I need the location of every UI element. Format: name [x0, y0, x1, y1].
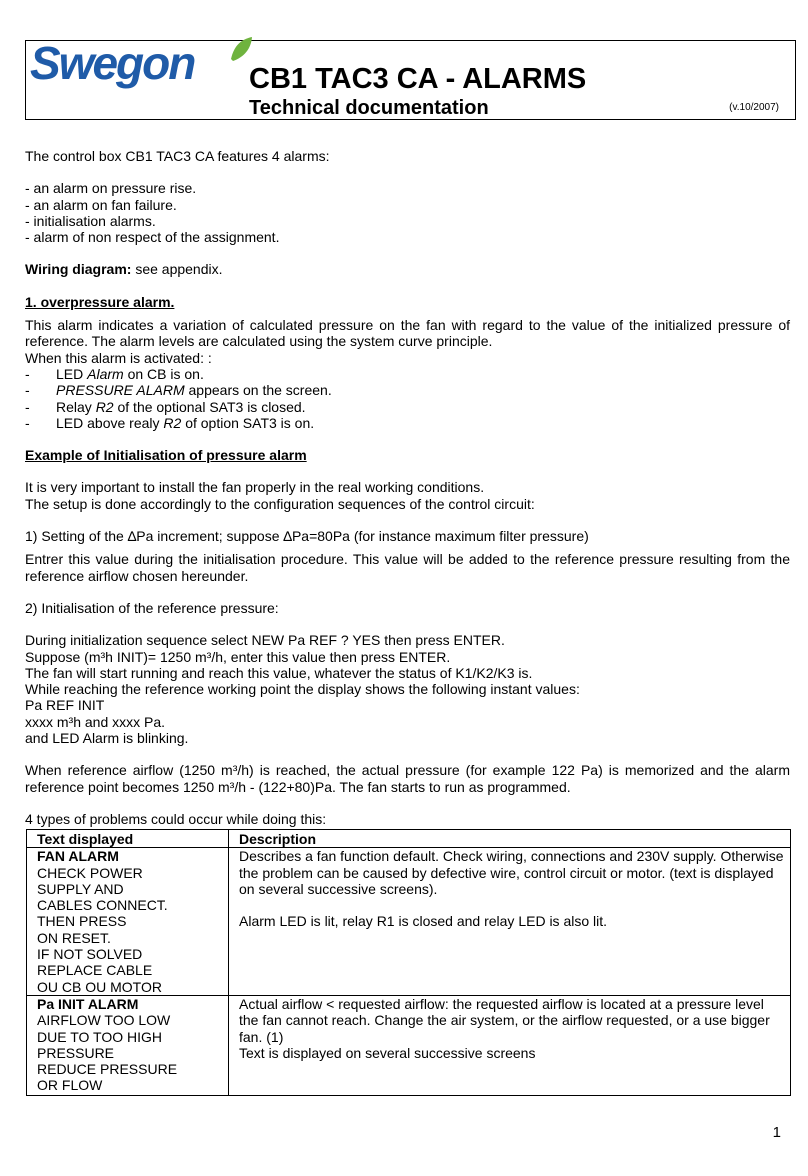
procedure-line: The fan will start running and reach this value, whatever the status of K1/K2/K3 is. — [25, 664, 533, 681]
result-paragraph: When reference airflow (1250 m³/h) is reached, the actual pressure (for example 122 Pa) is memorized and the alarm reference point becomes 1250 m³/h - (122+80)Pa. The fan starts to run as programmed. — [25, 762, 790, 795]
activation-line: When this alarm is activated: : — [25, 349, 212, 366]
wiring-label: Wiring diagram: — [25, 261, 132, 278]
description-cell: Actual airflow < requested airflow: the requested airflow is located at a pressure level the fan cannot reach. Change the air system, or the airflow requested, or a use bigger fan. (1) Text is displayed on several successive screens — [229, 995, 791, 1095]
alarm-list-item: - an alarm on pressure rise. — [25, 180, 197, 197]
bullet-item: - LED above realy R2 of option SAT3 is on. — [25, 414, 315, 431]
table-row — [27, 848, 791, 996]
alarm-list-item: - initialisation alarms. — [25, 212, 156, 229]
document-subtitle: Technical documentation — [249, 97, 489, 119]
table-header-row — [27, 830, 791, 848]
step-1-heading: 1) Setting of the ∆Pa increment; suppose ∆Pa=80Pa (for instance maximum filter pressure) — [25, 528, 589, 545]
procedure-line: Suppose (m³h INIT)= 1250 m³/h, enter this value then press ENTER. — [25, 648, 451, 665]
logo-text: Swegon — [30, 37, 195, 89]
document-body — [25, 148, 790, 827]
table-row — [27, 995, 791, 1095]
description-cell: Describes a fan function default. Check wiring, connections and 230V supply. Otherwise the problem can be caused by defective wire, control circuit or motor. (text is displayed on several successive screens). Alarm LED is lit, relay R1 is closed and relay LED is also lit. — [229, 848, 791, 996]
alarm-list-item: - alarm of non respect of the assignment. — [25, 229, 280, 246]
alarm-list-item: - an alarm on fan failure. — [25, 196, 177, 213]
column-header: Description — [229, 830, 791, 848]
example-paragraph: It is very important to install the fan properly in the real working conditions. — [25, 479, 485, 496]
bullet-item: - PRESSURE ALARM appears on the screen. — [25, 382, 332, 399]
text-displayed-cell: Pa INIT ALARM AIRFLOW TOO LOW DUE TO TOO HIGH PRESSURE REDUCE PRESSURE OR FLOW — [27, 995, 229, 1095]
section-heading-overpressure: 1. overpressure alarm. — [25, 293, 175, 310]
intro-lead: The control box CB1 TAC3 CA features 4 alarms: — [25, 148, 330, 164]
step-1-text: Entrer this value during the initialisation procedure. This value will be added to the reference pressure resulting from the reference airflow chosen hereunder. — [25, 551, 790, 584]
wiring-diagram-line — [25, 261, 790, 277]
step-2-heading: 2) Initialisation of the reference pressure: — [25, 599, 279, 616]
overpressure-paragraph: This alarm indicates a variation of calculated pressure on the fan with regard to the value of the initialized pressure of reference. The alarm levels are calculated using the system curve principle. — [25, 317, 790, 350]
text-displayed-cell: FAN ALARM CHECK POWER SUPPLY AND CABLES CONNECT. THEN PRESS ON RESET. IF NOT SOLVED REPLACE CABLE OU CB OU MOTOR — [27, 848, 229, 996]
problems-intro: 4 types of problems could occur while doing this: — [25, 810, 327, 827]
procedure-line: xxxx m³h and xxxx Pa. — [25, 713, 166, 730]
leaf-icon — [231, 37, 252, 61]
bullet-item: - Relay R2 of the optional SAT3 is closed. — [25, 398, 306, 415]
alarm-table — [26, 829, 791, 1096]
section-heading-example: Example of Initialisation of pressure alarm — [25, 447, 307, 464]
procedure-line: Pa REF INIT — [25, 697, 105, 714]
swegon-logo — [28, 35, 258, 95]
procedure-line: During initialization sequence select NEW Pa REF ? YES then press ENTER. — [25, 632, 505, 649]
header-box — [25, 37, 796, 120]
column-header: Text displayed — [27, 830, 229, 848]
bullet-item: - LED Alarm on CB is on. — [25, 365, 204, 382]
example-paragraph: The setup is done accordingly to the configuration sequences of the control circuit: — [25, 495, 535, 512]
procedure-line: While reaching the reference working point the display shows the following instant values: — [25, 681, 580, 698]
document-title: CB1 TAC3 CA - ALARMS — [249, 63, 587, 95]
page-number: 1 — [772, 1124, 781, 1141]
procedure-line: and LED Alarm is blinking. — [25, 730, 189, 747]
version-label: (v.10/2007) — [729, 102, 779, 113]
wiring-text: see appendix. — [131, 261, 223, 278]
